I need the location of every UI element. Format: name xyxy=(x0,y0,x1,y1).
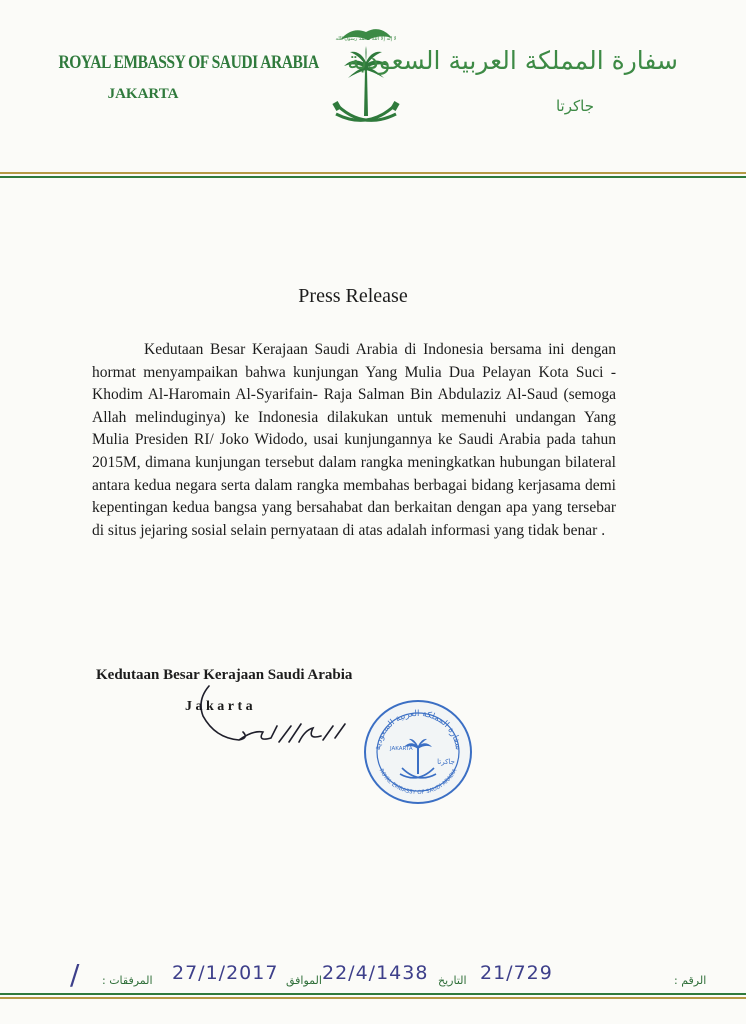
signature-city: Jakarta xyxy=(185,699,257,714)
official-stamp xyxy=(362,698,474,806)
embassy-name-arabic: سفارة المملكة العربية السعودية xyxy=(347,46,678,75)
footer-divider-green xyxy=(0,993,746,995)
reference-label: الرقم : xyxy=(674,974,707,987)
embassy-city-arabic: جاكرتا xyxy=(555,97,594,115)
header-divider-gold xyxy=(0,172,746,174)
embassy-name-english: ROYAL EMBASSY OF SAUDI ARABIA xyxy=(58,52,319,73)
attachments-value: / xyxy=(70,958,81,991)
date-gregorian: 27/1/2017 xyxy=(172,962,279,984)
stamp-city-arabic: جاكرتا xyxy=(437,758,455,766)
shahada-text: لا إله إلا الله محمد رسول الله xyxy=(335,36,397,42)
date-hijri: 22/4/1438 xyxy=(322,962,429,984)
stamp-city-english: JAKARTA xyxy=(390,746,413,752)
attachments-label: المرفقات : xyxy=(102,974,153,987)
reference-number: 21/729 xyxy=(480,962,553,984)
header-divider-green xyxy=(0,176,746,178)
corresponding-label: الموافق xyxy=(286,974,322,987)
date-label: التاريخ xyxy=(438,974,467,987)
shahada-calligraphy xyxy=(336,29,397,42)
stamp-text-arabic: سفارة المملكة العربية السعودية xyxy=(373,708,464,751)
signature-organization: Kedutaan Besar Kerajaan Saudi Arabia xyxy=(96,667,353,683)
document-title: Press Release xyxy=(298,285,408,307)
palm-swords-emblem xyxy=(324,18,408,138)
stamp-text-english: ROYAL EMBASSY OF SAUDI ARABIA xyxy=(377,768,459,797)
press-release-body: Kedutaan Besar Kerajaan Saudi Arabia di Indonesia bersama ini dengan hormat menyampaikan bahwa kunjungan Yang Mulia Dua Pelayan Kota Suci - Khodim Al-Haromain Al-Syarifain- Raja Salman Bin Abdulaziz Al-Saud (semoga Allah melinduginya) ke Indonesia dilakukan untuk memenuhi undangan Yang Mulia Presiden RI/ Joko Widodo, usai kunjungannya ke Saudi Arabia pada tahun 2015M, dimana kunjungan tersebut dalam rangka meningkatkan hubungan bilateral antara kedua negara serta dalam rangka membahas berbagai bidang kerjasama demi kepentingan kedua bangsa yang bersahabat dan berkaitan dengan apa yang tersebar di situs jejaring sosial selain pernyataan di atas adalah informasi yang tidak benar . xyxy=(92,341,616,539)
footer-divider-gold xyxy=(0,997,746,999)
handwritten-signature xyxy=(195,680,360,752)
embassy-city-english: JAKARTA xyxy=(107,86,179,102)
